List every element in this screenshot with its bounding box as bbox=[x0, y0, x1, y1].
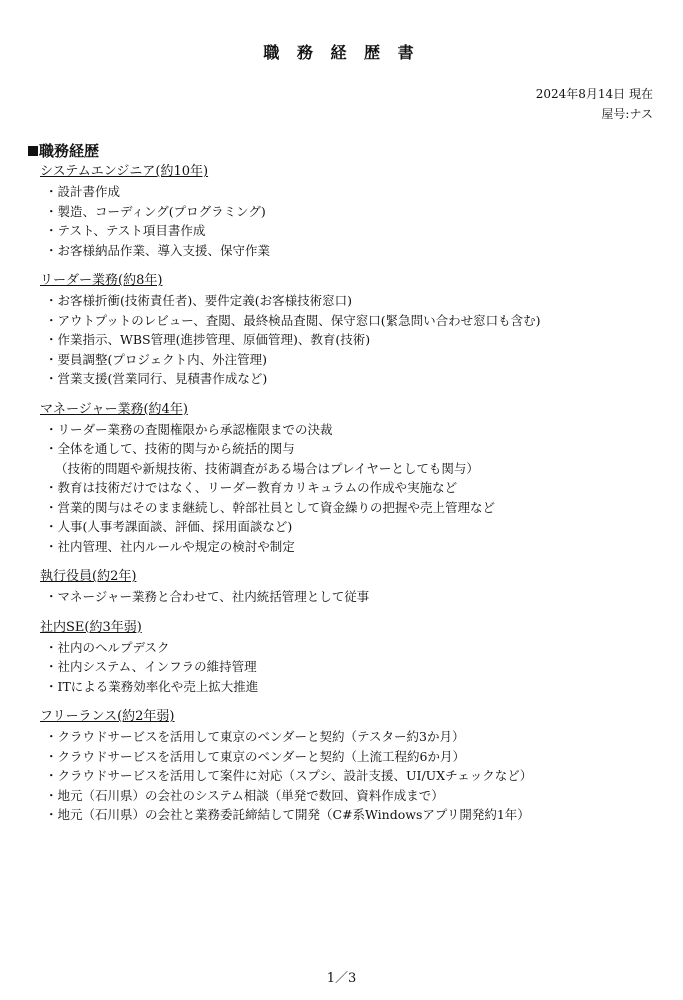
list-item: ・教育は技術だけではなく、リーダー教育カリキュラムの作成や実施など bbox=[45, 480, 458, 495]
role-system-engineer bbox=[28, 163, 658, 260]
list-item: ・テスト、テスト項目書作成 bbox=[45, 223, 206, 238]
list-item: ・社内管理、社内ルールや規定の検討や制定 bbox=[45, 538, 295, 554]
document-meta bbox=[536, 84, 653, 124]
section-heading-label: 職務経歴 bbox=[39, 142, 100, 160]
list-item: ・作業指示、WBS管理(進捗管理、原価管理)、教育(技術) bbox=[45, 332, 371, 347]
role-executive-officer bbox=[28, 568, 658, 607]
document-date: 2024年8月14日 現在 bbox=[535, 87, 653, 101]
role-title: リーダー業務(約8年) bbox=[40, 273, 163, 288]
list-item: ・社内システム、インフラの維持管理 bbox=[45, 659, 257, 674]
role-title: マネージャー業務(約4年) bbox=[40, 401, 188, 417]
role-freelance bbox=[28, 708, 658, 825]
list-item: ・マネージャー業務と合わせて、社内統括管理として従事 bbox=[45, 589, 370, 604]
list-item: ・ITによる業務効率化や売上拡大推進 bbox=[45, 678, 259, 694]
role-leader bbox=[28, 272, 658, 389]
trade-name: 屋号:ナス bbox=[601, 107, 653, 121]
role-title: 社内SE(約3年弱) bbox=[40, 619, 142, 635]
list-item: ・要員調整(プロジェクト内、外注管理) bbox=[45, 351, 268, 367]
list-item: ・設計書作成 bbox=[45, 184, 121, 199]
role-internal-se bbox=[28, 619, 658, 697]
square-bullet-icon bbox=[28, 146, 38, 156]
list-item: ・アウトプットのレビュー、査閲、最終検品査閲、保守窓口(緊急問い合わせ窓口も含む) bbox=[45, 312, 541, 328]
document-title: 職 務 経 歴 書 bbox=[263, 43, 420, 62]
list-item: ・お客様納品作業、導入支援、保守作業 bbox=[45, 242, 271, 258]
list-item: ・人事(人事考課面談、評価、採用面談など) bbox=[45, 519, 293, 534]
list-item: ・クラウドサービスを活用して案件に対応（スプシ、設計支援、UI/UXチェックなど） bbox=[45, 768, 533, 783]
list-item: ・クラウドサービスを活用して東京のベンダーと契約（上流工程約6か月） bbox=[45, 748, 465, 764]
career-history bbox=[28, 141, 658, 837]
list-item: ・社内のヘルプデスク bbox=[45, 639, 170, 655]
list-item: ・お客様折衝(技術責任者)、要件定義(お客様技術窓口) bbox=[45, 293, 353, 308]
role-manager bbox=[28, 401, 658, 557]
list-item: ・全体を通して、技術的関与から統括的関与 bbox=[45, 441, 295, 456]
page-number: 1／3 bbox=[326, 971, 357, 986]
role-title: システムエンジニア(約10年) bbox=[40, 164, 209, 179]
list-item: ・製造、コーディング(プログラミング) bbox=[45, 203, 266, 219]
list-item: ・地元（石川県）の会社と業務委託締結して開発（C#系Windowsアプリ開発約1年） bbox=[45, 807, 530, 822]
list-item: ・リーダー業務の査閲権限から承認権限までの決裁 bbox=[45, 421, 333, 437]
role-title: フリーランス(約2年弱) bbox=[40, 709, 175, 724]
list-item: ・営業的関与はそのまま継続し、幹部社員として資金繰りの把握や売上管理など bbox=[45, 499, 496, 515]
list-item: ・クラウドサービスを活用して東京のベンダーと契約（テスター約3か月） bbox=[45, 729, 465, 744]
list-item: ・営業支援(営業同行、見積書作成など) bbox=[45, 371, 268, 386]
section-heading bbox=[28, 141, 658, 161]
role-title: 執行役員(約2年) bbox=[40, 569, 137, 584]
list-item-continuation: （技術的問題や新規技術、技術調査がある場合はプレイヤーとしても関与） bbox=[55, 460, 479, 476]
list-item: ・地元（石川県）の会社のシステム相談（単発で数回、資料作成まで） bbox=[45, 787, 444, 803]
